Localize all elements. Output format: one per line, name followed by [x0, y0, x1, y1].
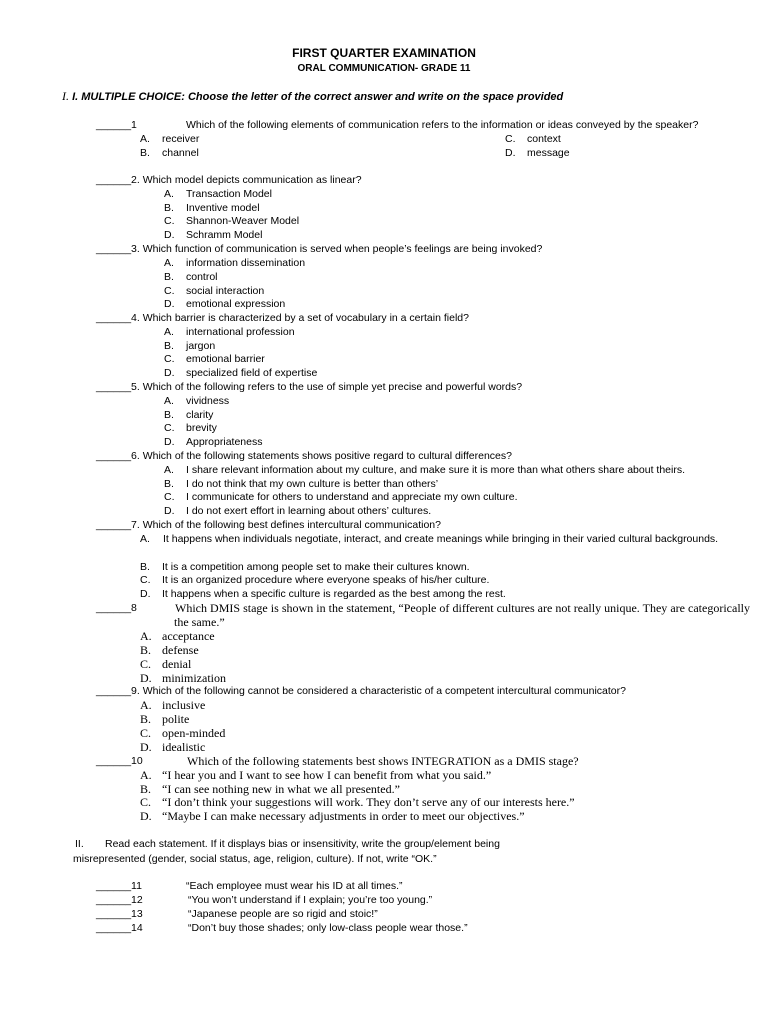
q5-option-a: A. vividness [164, 395, 230, 407]
part2-instruction-line1: Read each statement. If it displays bias or insensitivity, write the group/element being [105, 838, 500, 850]
q5-text: . Which of the following refers to the use of simple yet precise and powerful words? [136, 381, 523, 393]
q10-option-d: D. “Maybe I can make necessary adjustments in order to meet our objectives.” [140, 809, 525, 823]
q2-option-d: D. Schramm Model [164, 229, 263, 241]
part2-instruction-line2: misrepresented (gender, social status, age, religion, culture). If not, write “OK.” [73, 853, 437, 865]
q3-option-b: B. control [164, 271, 218, 283]
q9-option-a: A. inclusive [140, 698, 206, 712]
q8-option-c: C. denial [140, 657, 192, 671]
part2-roman: II. [75, 838, 84, 850]
q4-option-a: A. international profession [164, 326, 295, 338]
q7-option-d: D. It happens when a specific culture is regarded as the best among the rest. [140, 588, 506, 600]
q5-option-b: B. clarity [164, 409, 214, 421]
q6-option-d: D. I do not exert effort in learning about others’ cultures. [164, 505, 432, 517]
q3-option-a: A. information dissemination [164, 257, 306, 269]
q6-number: ______6 [96, 450, 137, 462]
q2-number: ______2 [96, 174, 137, 186]
q1-option-b: B. channel [140, 147, 199, 159]
q12-text: “You won’t understand if I explain; you’re too young.” [188, 894, 433, 906]
q6-option-a: A. I share relevant information about my culture, and make sure it is more than what others share about theirs. [164, 464, 686, 476]
q1-option-d: D. message [505, 147, 570, 159]
q3-line [96, 243, 542, 256]
q9-option-d: D. idealistic [140, 740, 206, 754]
part1-roman: I. [62, 89, 69, 103]
q2-option-a: A. Transaction Model [164, 188, 272, 200]
q8-option-d: D. minimization [140, 671, 226, 685]
q7-line [96, 519, 441, 532]
q2-line [96, 174, 362, 187]
q8-number: ______8 [96, 602, 137, 614]
q7-option-a-letter: A. [140, 533, 150, 545]
q5-number: ______5 [96, 381, 137, 393]
q12-number: ______12 [96, 894, 143, 906]
q13-number: ______13 [96, 908, 143, 920]
q1-text: Which of the following elements of communication refers to the information or ideas conveyed by the speaker? [186, 119, 699, 131]
q11-text: “Each employee must wear his ID at all times.” [186, 880, 403, 892]
q4-number: ______4 [96, 312, 137, 324]
q4-option-d: D. specialized field of expertise [164, 367, 318, 379]
q7-option-a-text: It happens when individuals negotiate, interact, and create meanings while bringing in their varied cultural backgrounds. [163, 533, 719, 545]
q2-option-b: B. Inventive model [164, 202, 260, 214]
q6-text: . Which of the following statements shows positive regard to cultural differences? [136, 450, 512, 462]
q4-option-c: C. emotional barrier [164, 353, 265, 365]
q7-option-b: B. It is a competition among people set to make their cultures known. [140, 561, 470, 573]
exam-subtitle: ORAL COMMUNICATION- GRADE 11 [297, 63, 471, 74]
q10-text: Which of the following statements best shows INTEGRATION as a DMIS stage? [187, 754, 579, 768]
q4-option-b: B. jargon [164, 340, 216, 352]
q11-number: ______11 [96, 880, 142, 892]
q9-line [96, 685, 626, 698]
q13-text: “Japanese people are so rigid and stoic!” [188, 908, 378, 920]
q5-option-d: D. Appropriateness [164, 436, 263, 448]
q9-option-b: B. polite [140, 712, 190, 726]
q9-text: . Which of the following cannot be considered a characteristic of a competent intercultural communicator? [136, 685, 626, 697]
part1-instruction: I. MULTIPLE CHOICE: Choose the letter of the correct answer and write on the space provided [72, 91, 564, 103]
q3-text: . Which function of communication is served when people’s feelings are being invoked? [136, 243, 543, 255]
q9-option-c: C. open-minded [140, 726, 226, 740]
q10-option-a: A. “I hear you and I want to see how I can benefit from what you said.” [140, 768, 492, 782]
q10-option-c: C. “I don’t think your suggestions will work. They don’t serve any of our interests here.” [140, 795, 575, 809]
q1-option-c: C. context [505, 133, 561, 145]
q2-text: . Which model depicts communication as linear? [136, 174, 362, 186]
part1-heading [62, 90, 563, 104]
q1-option-a: A. receiver [140, 133, 200, 145]
q8-option-a: A. acceptance [140, 629, 215, 643]
q5-line [96, 381, 522, 394]
q9-number: ______9 [96, 685, 137, 697]
q6-option-b: B. I do not think that my own culture is better than others’ [164, 478, 439, 490]
q4-line [96, 312, 469, 325]
q7-text: . Which of the following best defines intercultural communication? [136, 519, 441, 531]
q6-option-c: C. I communicate for others to understand and appreciate my own culture. [164, 491, 518, 503]
q3-number: ______3 [96, 243, 137, 255]
q2-option-c: C. Shannon-Weaver Model [164, 215, 300, 227]
q7-number: ______7 [96, 519, 137, 531]
q3-option-c: C. social interaction [164, 285, 265, 297]
q4-text: . Which barrier is characterized by a set of vocabulary in a certain field? [136, 312, 469, 324]
q10-option-b: B. “I can see nothing new in what we all presented.” [140, 782, 400, 796]
q8-option-b: B. defense [140, 643, 199, 657]
exam-title: FIRST QUARTER EXAMINATION [292, 46, 476, 60]
q5-option-c: C. brevity [164, 422, 217, 434]
q7-option-c: C. It is an organized procedure where everyone speaks of his/her culture. [140, 574, 490, 586]
q10-number: ______10 [96, 755, 143, 767]
q3-option-d: D. emotional expression [164, 298, 286, 310]
q14-text: “Don’t buy those shades; only low-class people wear those.” [188, 922, 468, 934]
q14-number: ______14 [96, 922, 143, 934]
q1-number: ______1 [96, 119, 137, 131]
q6-line [96, 450, 512, 463]
q8-text: Which DMIS stage is shown in the statement, “People of different cultures are not really unique. They are categorically the same.” [174, 601, 750, 629]
